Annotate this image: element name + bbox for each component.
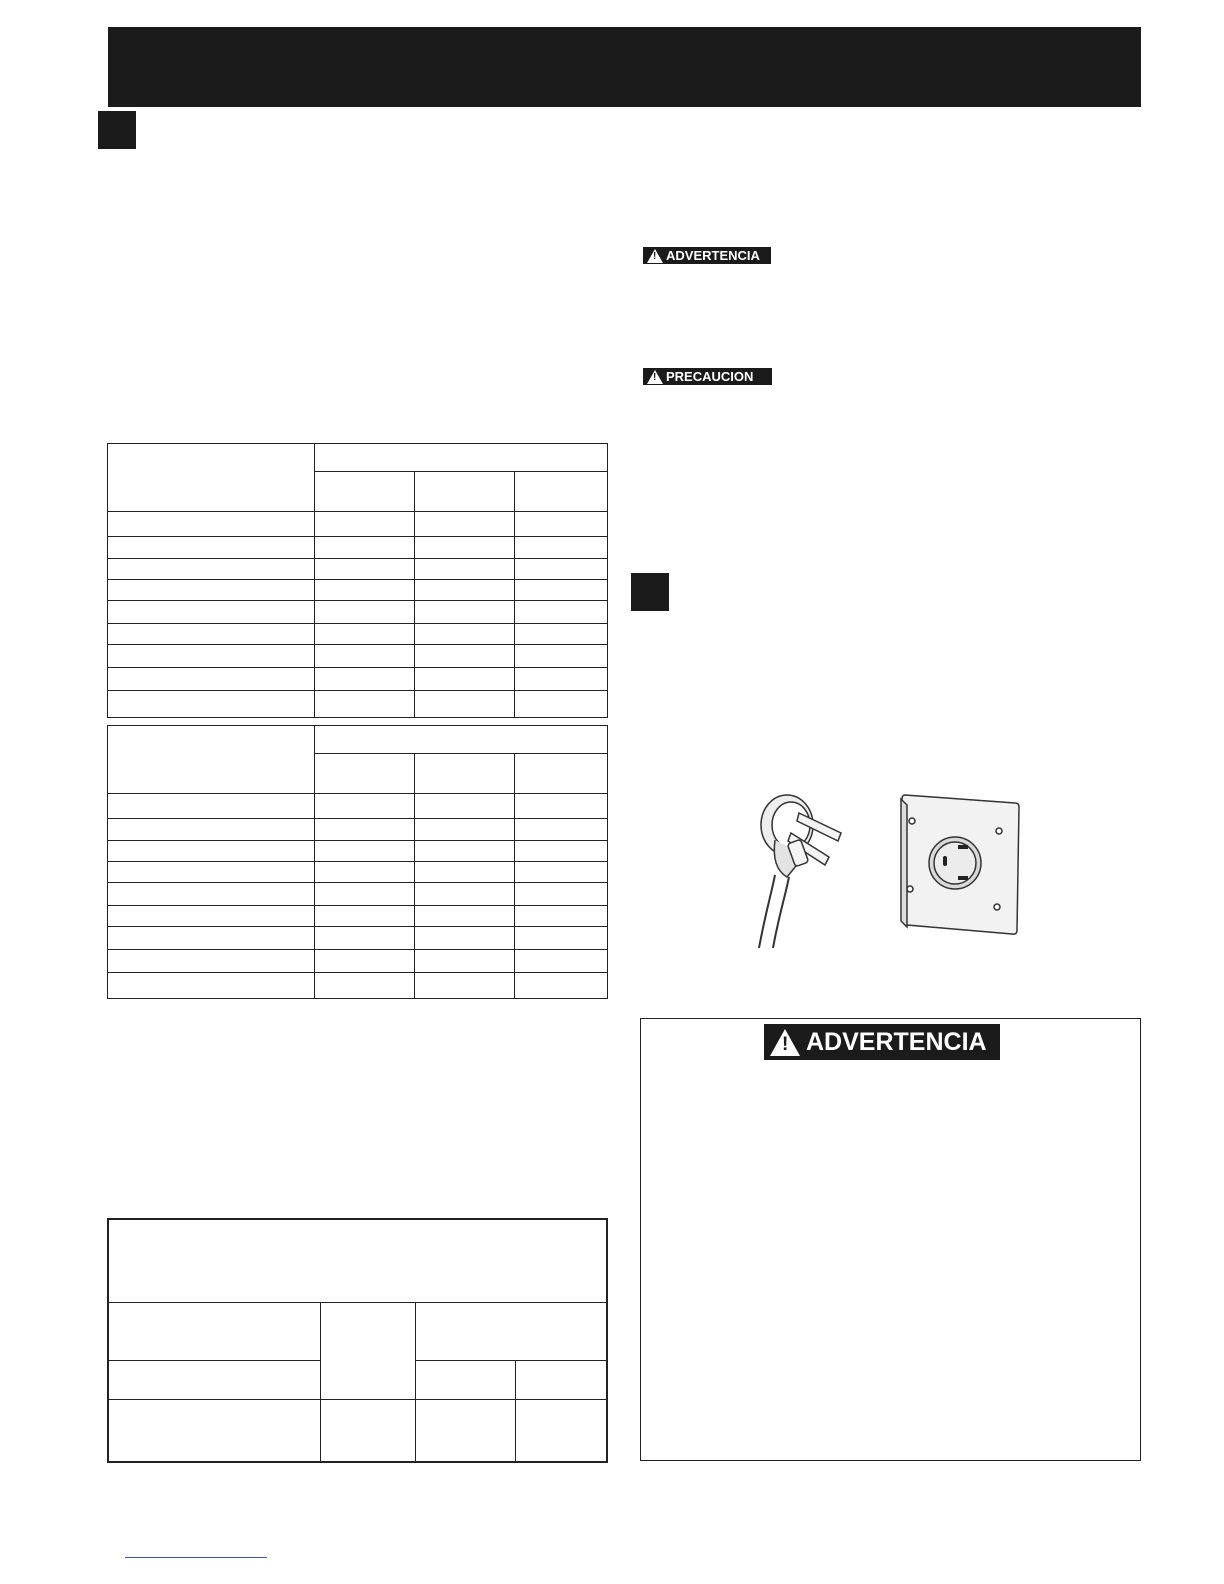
- table-row: [108, 624, 608, 645]
- advertencia-text: ADVERTENCIA: [666, 248, 760, 263]
- spec-table-1: [107, 443, 608, 718]
- table-header-cell: [108, 1302, 320, 1360]
- advertencia-box-text: ADVERTENCIA: [806, 1027, 987, 1056]
- plug-icon: [759, 795, 841, 948]
- table-header-cell: [315, 444, 608, 472]
- advertencia-box-label: [764, 1024, 1000, 1060]
- receptacle-icon: [901, 795, 1019, 934]
- spec-table-2: [107, 725, 608, 999]
- table-row: [108, 950, 608, 973]
- advertencia-label: [643, 247, 771, 264]
- table-row: [108, 906, 608, 927]
- table-row: [108, 862, 608, 883]
- footer-link-underline[interactable]: [125, 1557, 267, 1558]
- table-row: [108, 841, 608, 862]
- table-row: [108, 794, 608, 819]
- plug-receptacle-illustration: [745, 785, 1035, 950]
- table-header-cell: [108, 726, 315, 794]
- table-row: [108, 819, 608, 841]
- table-row: [108, 927, 608, 950]
- warning-triangle-icon: !: [647, 370, 663, 384]
- spec-table-3: [107, 1218, 608, 1463]
- table-row: [108, 691, 608, 718]
- header-bar: [108, 27, 1141, 107]
- table-row: [108, 668, 608, 691]
- warning-box: [640, 1018, 1141, 1461]
- table-row: [108, 580, 608, 601]
- precaucion-label: [643, 368, 772, 385]
- table-row: [108, 512, 608, 537]
- warning-triangle-icon: !: [647, 249, 663, 263]
- table-header-cell: [108, 444, 315, 512]
- section-marker-1: [98, 111, 136, 149]
- section-marker-2: [631, 573, 669, 611]
- table-row: [108, 645, 608, 668]
- table-row: [108, 559, 608, 580]
- table-row: [108, 973, 608, 999]
- precaucion-text: PRECAUCION: [666, 369, 754, 384]
- table-header-cell: [415, 1302, 607, 1360]
- warning-triangle-icon: !: [770, 1029, 800, 1056]
- table-title-cell: [108, 1219, 607, 1302]
- table-row: [108, 883, 608, 906]
- table-header-cell: [315, 726, 608, 754]
- table-row: [108, 601, 608, 624]
- table-row: [108, 537, 608, 559]
- table-row: [108, 1399, 607, 1462]
